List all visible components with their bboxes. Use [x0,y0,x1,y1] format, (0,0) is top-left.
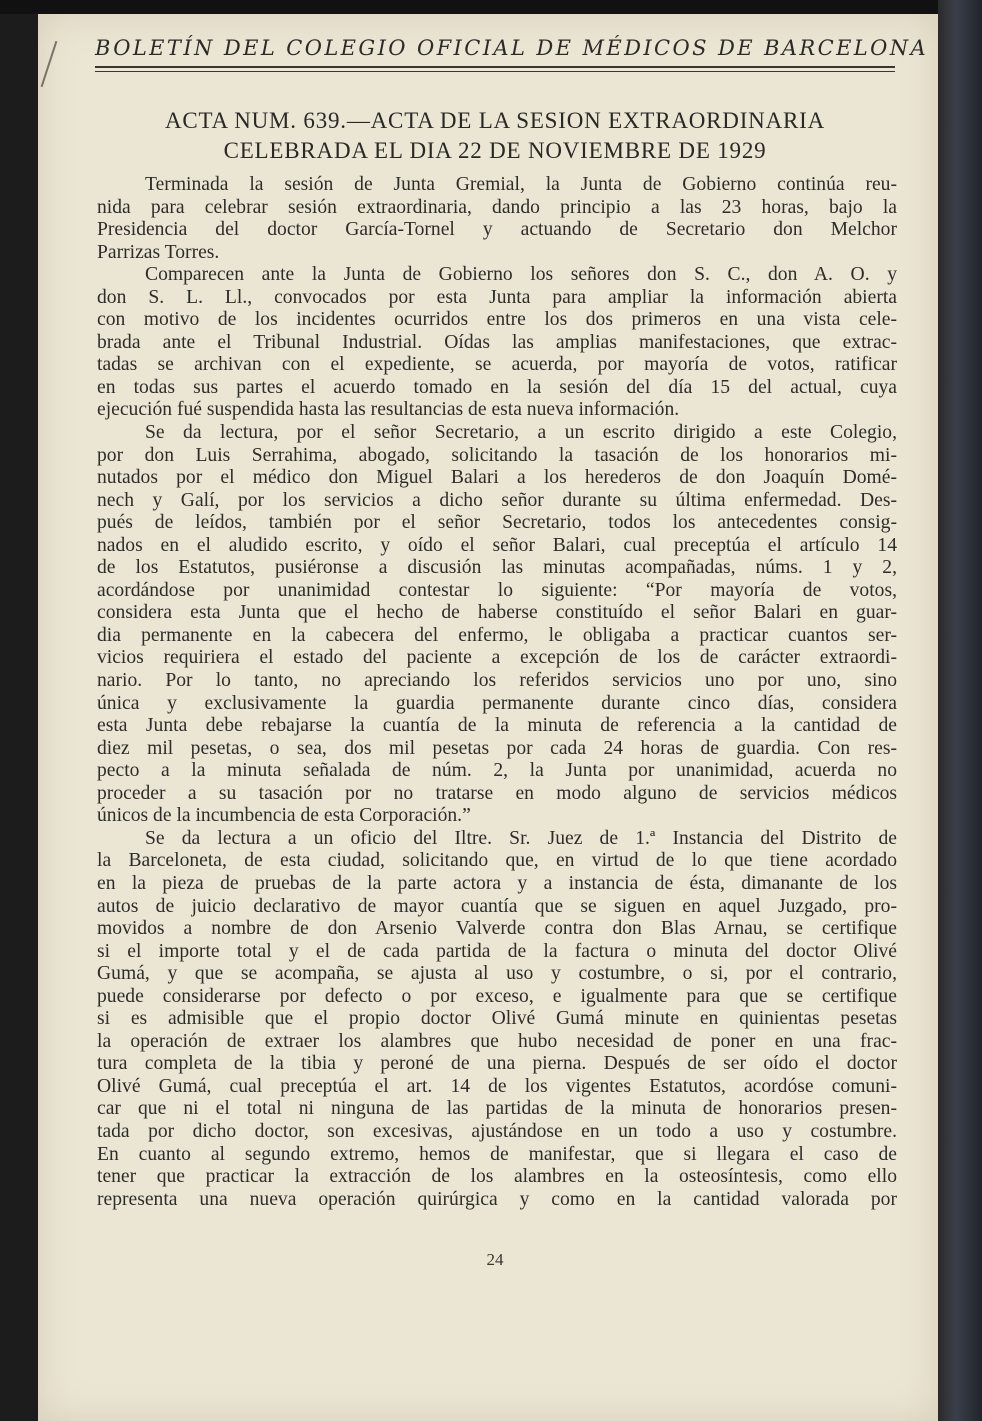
text-line: representa una nueva operación quirúrgica y como en la cantidad valorada por [97,1188,897,1210]
text-line: si es admisible que el propio doctor Olivé Gumá minute en quinientas pesetas [97,1008,897,1030]
header-rule-thin [95,71,895,72]
text-line: movidos a nombre de don Arsenio Valverde contra don Blas Arnau, se certifique [97,918,897,940]
text-line: brada ante el Tribunal Industrial. Oídas las amplias manifestaciones, que extrac- [97,331,897,353]
text-line: tener que practicar la extracción de los alambres en la osteosíntesis, como ello [97,1166,897,1188]
text-line: Presidencia del doctor García-Tornel y actuando de Secretario don Melchor [97,219,897,241]
text-line: Se da lectura, por el señor Secretario, a un escrito dirigido a este Colegio, [145,422,897,444]
text-line: la operación de extraer los alambres que hubo necesidad de poner en una frac- [97,1030,897,1052]
text-line: considera esta Junta que el hecho de haberse constituído el señor Balari en guar- [97,602,897,624]
text-line: de los Estatutos, pusiéronse a discusión las minutas acompañadas, núms. 1 y 2, [97,557,897,579]
text-line: proceder a su tasación por no tratarse en modo alguno de servicios médicos [97,782,897,804]
text-line: en todas sus partes el acuerdo tomado en la sesión del día 15 del actual, cuya [97,376,897,398]
scan-right-border [938,0,982,1421]
text-line: esta Junta debe rebajarse la cuantía de la minuta de referencia a la cantidad de [97,715,897,737]
running-header: BOLETÍN DEL COLEGIO OFICIAL DE MÉDICOS DE BARCELONA [95,36,929,60]
text-line: Terminada la sesión de Junta Gremial, la Junta de Gobierno continúa reu- [145,174,897,195]
text-line: car que ni el total ni ninguna de las partidas de la minuta de honorarios presen- [97,1098,897,1120]
header-rule-thick [95,66,895,68]
text-line: la Barceloneta, de esta ciudad, solicitando que, en virtud de lo que tiene acordado [97,850,897,872]
text-line: don S. L. Ll., convocados por esta Junta para ampliar la información abierta [97,286,897,308]
text-line: nario. Por lo tanto, no apreciando los referidos servicios uno por uno, sino [97,670,897,692]
text-line: diez mil pesetas, o sea, dos mil pesetas por cada 24 horas de guardia. Con res- [97,737,897,759]
text-line: puede considerarse por defecto o por exceso, e igualmente para que se certifique [97,985,897,1007]
text-line: con motivo de los incidentes ocurridos entre los dos primeros en una vista cele- [97,309,897,331]
text-line: pués de leídos, también por el señor Secretario, todos los antecedentes consig- [97,512,897,534]
text-line: si el importe total y el de cada partida de la factura o minuta del doctor Olivé [97,940,897,962]
title-line-1: ACTA NUM. 639.—ACTA DE LA SESION EXTRAORDINARIA [164,108,826,133]
text-line: dia permanente en la cabecera del enfermo, le obligaba a practicar cuantos ser- [97,624,897,646]
page-number: 24 [486,1250,504,1269]
text-line: acordándose por unanimidad contestar lo siguiente: “Por mayoría de votos, [97,579,897,601]
text-line: pecto a la minuta señalada de núm. 2, la Junta por unanimidad, acuerda no [97,760,897,782]
scan-top-border [0,0,982,14]
text-line: Se da lectura a un oficio del Iltre. Sr. Juez de 1.ª Instancia del Distrito de [145,827,897,849]
text-line: por don Luis Serrahima, abogado, solicitando la tasación de los honorarios mi- [97,444,897,466]
paragraph [97,264,897,422]
text-line: autos de juicio declarativo de mayor cuantía que se siguen en aquel Juzgado, pro- [97,895,897,917]
document-body [97,174,897,1211]
text-line: Comparecen ante la Junta de Gobierno los señores don S. C., don A. O. y [145,264,897,286]
text-line: única y exclusivamente la guardia permanente durante cinco días, considera [97,692,897,714]
text-line: Parrizas Torres. [97,241,220,263]
paragraph [97,174,897,264]
text-line: únicos de la incumbencia de esta Corporación.” [97,805,471,827]
text-line: Gumá, y que se acompaña, se ajusta al uso y costumbre, o si, por el contrario, [97,963,897,985]
text-line: nutados por el médico don Miguel Balari a los herederos de don Joaquín Domé- [97,467,897,489]
text-line: vicios requiriera el estado del paciente a excepción de los de carácter extraordi- [97,647,897,669]
text-line: en la pieza de pruebas de la parte actora y a instancia de ésta, dimanante de los [97,872,897,894]
text-line: nados en el aludido escrito, y oído el señor Balari, cual preceptúa el artículo 14 [97,534,897,556]
text-line: nech y Galí, por los servicios a dicho señor durante su última enfermedad. Des- [97,489,897,511]
paragraph [97,422,897,828]
text-line: tura completa de la tibia y peroné de una pierna. Después de ser oído el doctor [97,1053,897,1075]
text-line: tadas se archivan con el expediente, se acuerda, por mayoría de votos, ratificar [97,354,897,376]
text-line: tada por dicho doctor, son excesivas, ajustándose en un todo a uso y costumbre. [97,1120,897,1142]
text-line: nida para celebrar sesión extraordinaria, dando principio a las 23 horas, bajo la [97,196,897,218]
document-title [95,106,895,166]
paragraph [97,828,897,1211]
text-line: En cuanto al segundo extremo, hemos de manifestar, que si llegara el caso de [97,1143,897,1165]
text-line: Olivé Gumá, cual preceptúa el art. 14 de los vigentes Estatutos, acordóse comuni- [97,1075,897,1097]
text-line: ejecución fué suspendida hasta las resultancias de esta nueva información. [97,399,680,421]
title-line-2: CELEBRADA EL DIA 22 DE NOVIEMBRE DE 1929 [223,138,767,163]
